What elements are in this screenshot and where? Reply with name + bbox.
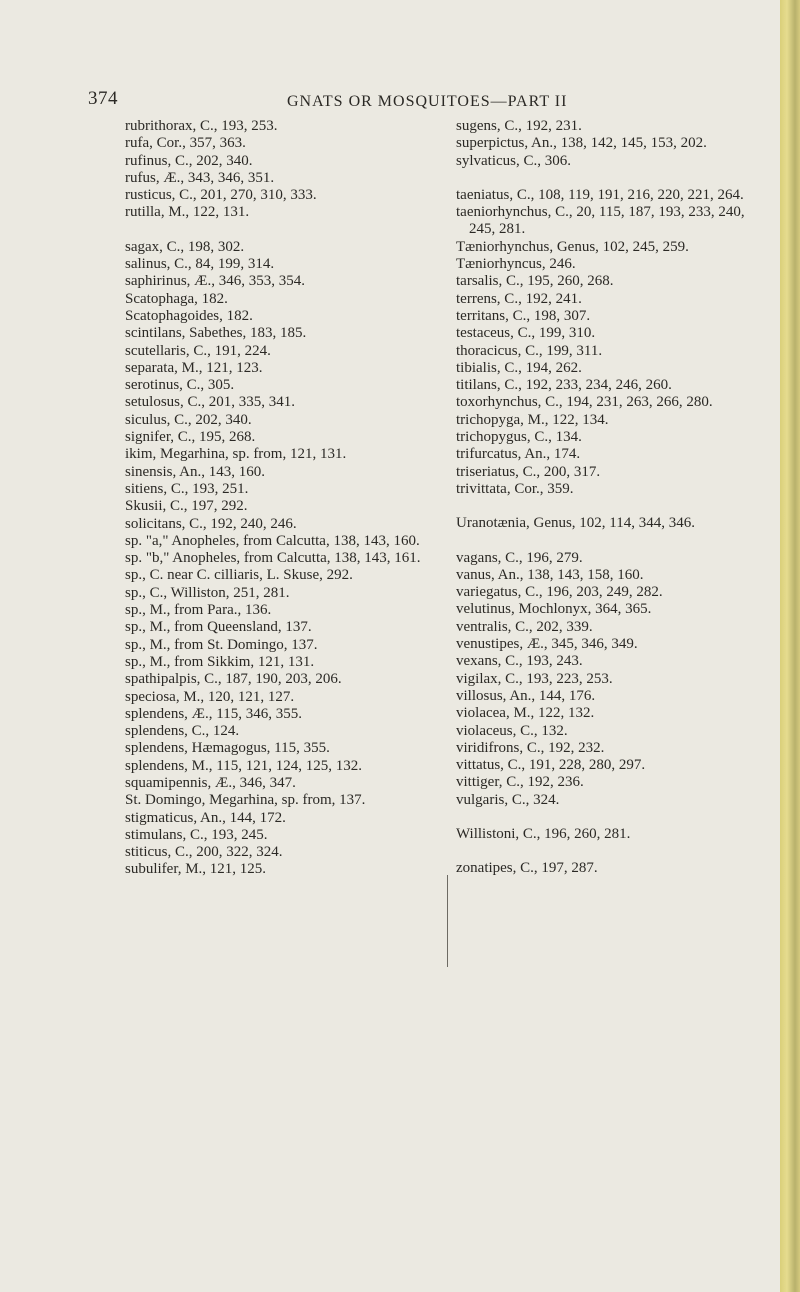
index-entry: sp., M., from Sikkim, 121, 131. [125,653,315,670]
index-entry: vagans, C., 196, 279. [456,549,583,566]
index-entry: sp., M., from Para., 136. [125,602,272,619]
index-entry: toxorhynchus, C., 194, 231, 263, 266, 280. [456,394,713,411]
index-entry: splendens, C., 124. [125,723,240,740]
page-header [0,88,780,114]
index-entry: splendens, Æ., 115, 346, 355. [125,705,302,722]
index-entry: viridifrons, C., 192, 232. [456,739,605,756]
page-number: 374 [88,88,118,109]
index-entry: splendens, Hæmagogus, 115, 355. [125,740,330,757]
index-entry: zonatipes, C., 197, 287. [456,860,598,877]
index-entry: stiticus, C., 200, 322, 324. [125,844,283,861]
index-entry: sylvaticus, C., 306. [456,152,571,169]
index-entry: superpictus, An., 138, 142, 145, 153, 202. [456,135,707,152]
index-entry: sp. "a," Anopheles, from Calcutta, 138, 143, 160. [125,532,420,549]
column-divider [447,875,448,967]
index-entry: velutinus, Mochlonyx, 364, 365. [456,601,652,618]
index-entry: variegatus, C., 196, 203, 249, 282. [456,584,663,601]
index-column-right [456,118,758,878]
index-entry: tarsalis, C., 195, 260, 268. [456,273,614,290]
index-entry: vulgaris, C., 324. [456,791,560,808]
running-title: GNATS OR MOSQUITOES—PART II [287,93,568,110]
index-entry: separata, M., 121, 123. [125,359,263,376]
index-entry: solicitans, C., 192, 240, 246. [125,515,297,532]
index-entry: vigilax, C., 193, 223, 253. [456,670,613,687]
index-entry: saphirinus, Æ., 346, 353, 354. [125,273,305,290]
index-entry: salinus, C., 84, 199, 314. [125,256,275,273]
index-entry: rubrithorax, C., 193, 253. [125,118,278,134]
index-entry: signifer, C., 195, 268. [125,429,256,446]
index-entry: Willistoni, C., 196, 260, 281. [456,825,631,842]
index-entry: siculus, C., 202, 340. [125,411,252,428]
index-entry: sitiens, C., 193, 251. [125,480,249,497]
index-entry: rutilla, M., 122, 131. [125,204,250,221]
index-entry: setulosus, C., 201, 335, 341. [125,394,296,411]
index-entry: sp., M., from St. Domingo, 137. [125,636,318,653]
index-entry: stigmaticus, An., 144, 172. [125,809,286,826]
index-entry: trivittata, Cor., 359. [456,480,574,497]
index-entry: taeniorhynchus, C., 20, 115, 187, 193, 233, 240, 245, 281. [456,204,745,238]
index-entry: scintilans, Sabethes, 183, 185. [125,325,307,342]
index-entry: Uranotænia, Genus, 102, 114, 344, 346. [456,515,696,532]
index-entry: Scatophaga, 182. [125,290,228,307]
index-entry: ikim, Megarhina, sp. from, 121, 131. [125,446,347,463]
index-entry: vanus, An., 138, 143, 158, 160. [456,566,644,583]
index-entry: triseriatus, C., 200, 317. [456,463,601,480]
index-entry: vexans, C., 193, 243. [456,653,583,670]
index-entry: Tæniorhynchus, Genus, 102, 245, 259. [456,238,689,255]
index-entry: rufinus, C., 202, 340. [125,152,253,169]
index-entry: violacea, M., 122, 132. [456,705,595,722]
index-entry: sp. "b," Anopheles, from Calcutta, 138, 143, 161. [125,550,421,567]
index-entry: stimulans, C., 193, 245. [125,826,268,843]
index-entry: sp., C. near C. cilliaris, L. Skuse, 292. [125,567,353,584]
index-entry: trichopyga, M., 122, 134. [456,411,609,428]
index-entry: vittatus, C., 191, 228, 280, 297. [456,757,646,774]
index-entry: terrens, C., 192, 241. [456,290,582,307]
index-entry: sinensis, An., 143, 160. [125,463,266,480]
index-entry: Skusii, C., 197, 292. [125,498,248,515]
index-entry: scutellaris, C., 191, 224. [125,342,271,359]
index-entry: St. Domingo, Megarhina, sp. from, 137. [125,792,366,809]
index-entry: territans, C., 198, 307. [456,307,591,324]
index-entry: trifurcatus, An., 174. [456,446,581,463]
index-entry: speciosa, M., 120, 121, 127. [125,688,295,705]
index-entry: Scatophagoides, 182. [125,307,253,324]
index-entry: splendens, M., 115, 121, 124, 125, 132. [125,757,362,774]
index-entry: sp., C., Williston, 251, 281. [125,584,290,601]
index-entry: venustipes, Æ., 345, 346, 349. [456,636,638,653]
index-entry: tibialis, C., 194, 262. [456,359,582,376]
index-entry: rusticus, C., 201, 270, 310, 333. [125,187,317,204]
index-entry: spathipalpis, C., 187, 190, 203, 206. [125,671,342,688]
index-entry: subulifer, M., 121, 125. [125,861,267,878]
index-entry: violaceus, C., 132. [456,722,568,739]
index-entry: sugens, C., 192, 231. [456,118,582,134]
index-entry: squamipennis, Æ., 346, 347. [125,774,296,791]
index-entry: titilans, C., 192, 233, 234, 246, 260. [456,377,672,394]
index-column-left [125,118,443,879]
index-entry: Tæniorhyncus, 246. [456,256,576,273]
page-edge [780,0,800,1292]
index-entry: rufa, Cor., 357, 363. [125,135,246,152]
index-entry: rufus, Æ., 343, 346, 351. [125,169,275,186]
index-entry: sp., M., from Queensland, 137. [125,619,312,636]
index-entry: testaceus, C., 199, 310. [456,325,596,342]
index-entry: sagax, C., 198, 302. [125,238,245,255]
index-entry: ventralis, C., 202, 339. [456,618,593,635]
index-entry: taeniatus, C., 108, 119, 191, 216, 220, 221, 264. [456,186,744,203]
index-entry: serotinus, C., 305. [125,377,235,394]
index-entry: villosus, An., 144, 176. [456,687,596,704]
index-entry: vittiger, C., 192, 236. [456,774,584,791]
index-entry: trichopygus, C., 134. [456,429,582,446]
index-entry: thoracicus, C., 199, 311. [456,342,603,359]
